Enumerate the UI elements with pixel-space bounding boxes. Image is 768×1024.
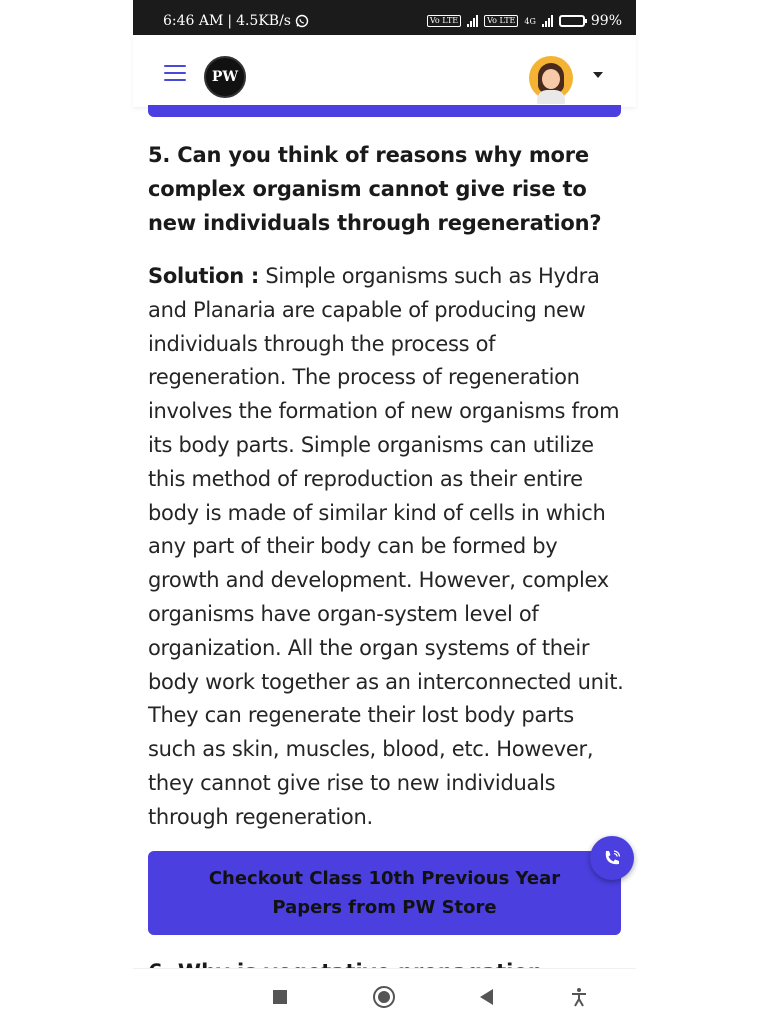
network-type: 4G <box>524 16 536 26</box>
previous-cta-strip[interactable] <box>148 105 621 117</box>
solution-label: Solution : <box>148 264 260 288</box>
status-bar <box>133 0 636 35</box>
solution-text: Simple organisms such as Hydra and Planaria are capable of producing new individuals through the process of regeneration. The process of regeneration involves the formation of new organisms from its body parts. Simple organisms can utilize this method of reproduction as their entire body is made of similar kind of cells in which any part of their body can be formed by growth and development. However, complex organisms have organ-system level of organization. All the organ systems of their body work together as an interconnected unit. They can regenerate their lost body parts such as skin, muscles, blood, etc. However, they cannot give rise to new individuals through regeneration. <box>148 264 624 829</box>
battery-icon <box>559 15 585 27</box>
checkout-store-button[interactable] <box>148 851 621 935</box>
square-icon[interactable] <box>273 990 287 1004</box>
chevron-down-icon[interactable] <box>593 72 603 78</box>
signal-icon-1 <box>467 15 478 27</box>
status-right <box>427 13 622 29</box>
triangle-back-icon[interactable] <box>480 989 493 1005</box>
hamburger-icon[interactable] <box>164 65 186 81</box>
accessibility-icon[interactable] <box>570 987 588 1007</box>
status-separator: | <box>227 13 233 29</box>
pw-logo[interactable] <box>204 56 246 98</box>
whatsapp-icon <box>295 14 309 28</box>
signal-icon-2 <box>542 15 553 27</box>
app-header <box>133 35 636 107</box>
system-nav-bar <box>133 968 636 1024</box>
next-question-heading <box>148 955 626 969</box>
phone-screen <box>133 0 636 1024</box>
status-left <box>163 13 309 29</box>
avatar[interactable] <box>529 56 573 100</box>
question-heading: 5. Can you think of reasons why more complex organism cannot give rise to new individuals through regeneration? <box>148 143 602 235</box>
checkout-store-label: Checkout Class 10th Previous Year Papers from PW Store <box>208 868 561 918</box>
article-content <box>148 138 626 835</box>
volte-badge-1: Vo LTE <box>427 15 461 27</box>
call-button[interactable] <box>590 836 634 880</box>
volte-badge-2: Vo LTE <box>484 15 518 27</box>
battery-percent: 99% <box>590 13 622 29</box>
status-time: 6:46 AM <box>163 13 224 29</box>
logo-text: PW <box>211 69 239 85</box>
circle-icon[interactable] <box>373 986 395 1008</box>
phone-icon <box>602 848 622 868</box>
status-speed: 4.5KB/s <box>236 13 291 29</box>
solution-paragraph <box>148 260 626 835</box>
